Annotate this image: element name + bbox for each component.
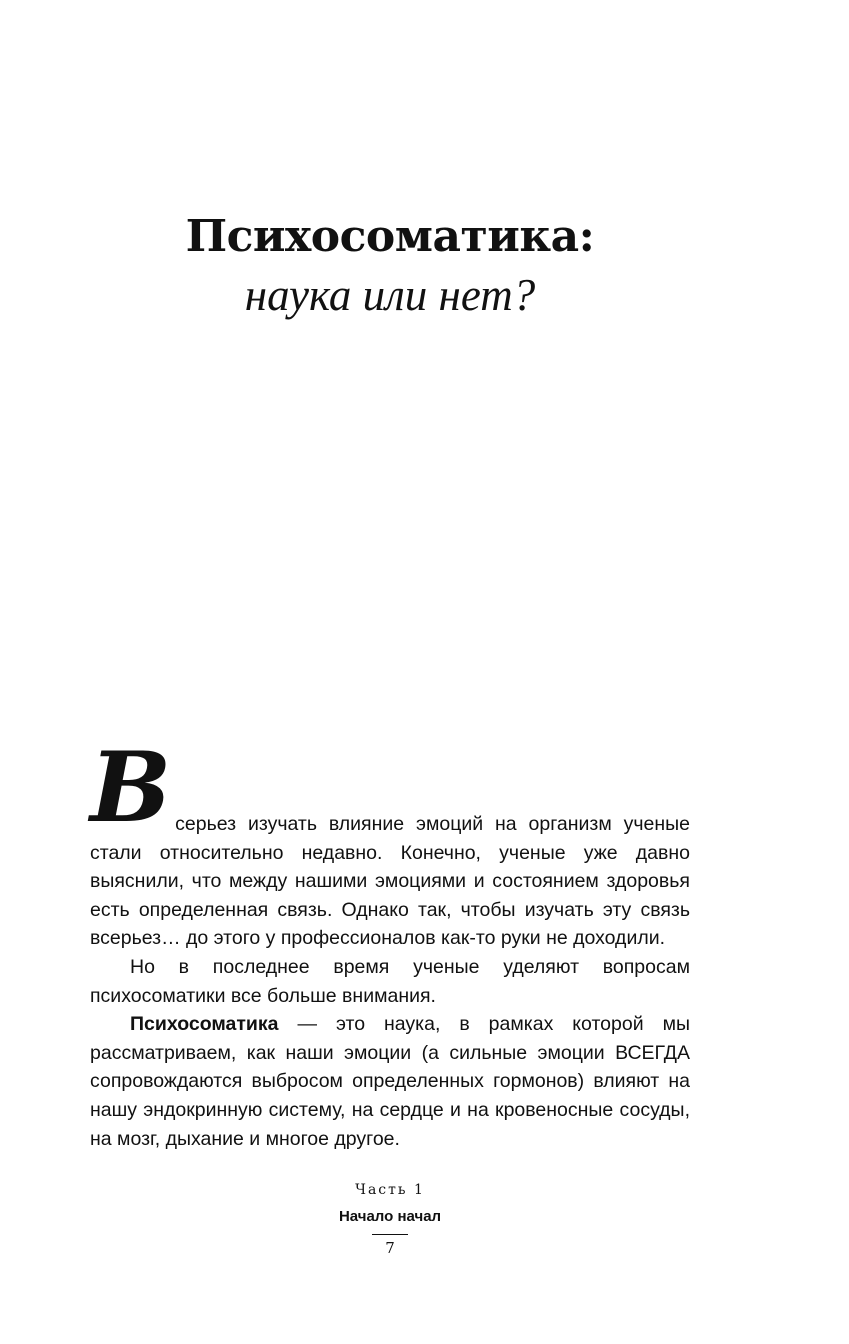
page-number: 7 [385, 1239, 395, 1257]
drop-cap: В [90, 731, 172, 844]
chapter-title-subtitle: наука или нет? [244, 270, 536, 320]
running-footer [90, 1180, 690, 1257]
paragraph-1-text: серьез изучать влияние эмоций на организм ученые стали относительно недавно. Конечно, ученые уже давно выяснили, что между нашими эмоциями и состоянием здоровья есть определенная связь. Однако так, чтобы изучать эту связь всерьез… до этого у профессионалов как-то руки не доходили. [90, 813, 690, 950]
chapter-title [90, 210, 690, 322]
paragraph-1 [90, 731, 690, 953]
chapter-title-main: Психосоматика: [185, 211, 595, 262]
term-psychosomatics: Психосоматика [130, 1013, 279, 1036]
paragraph-3 [90, 1010, 690, 1153]
footer-part-label: Часть 1 [355, 1182, 425, 1198]
footer-section-title: Начало начал [338, 1208, 442, 1225]
footer-divider [372, 1234, 408, 1235]
paragraph-3-text: — это наука, в рамках которой мы рассматриваем, как наши эмоции (а сильные эмоции ВСЕГДА сопровождаются выбросом определенных гормонов) влияют на нашу эндокринную систему, на сердце и на кровеносные сосуды, на мозг, дыхание и многое другое. [90, 1013, 690, 1150]
paragraph-2: Но в последнее время ученые уделяют вопросам психосоматики все больше внимания. [90, 955, 690, 1007]
drop-cap-spacer [90, 744, 690, 810]
chapter-body [90, 731, 690, 1153]
